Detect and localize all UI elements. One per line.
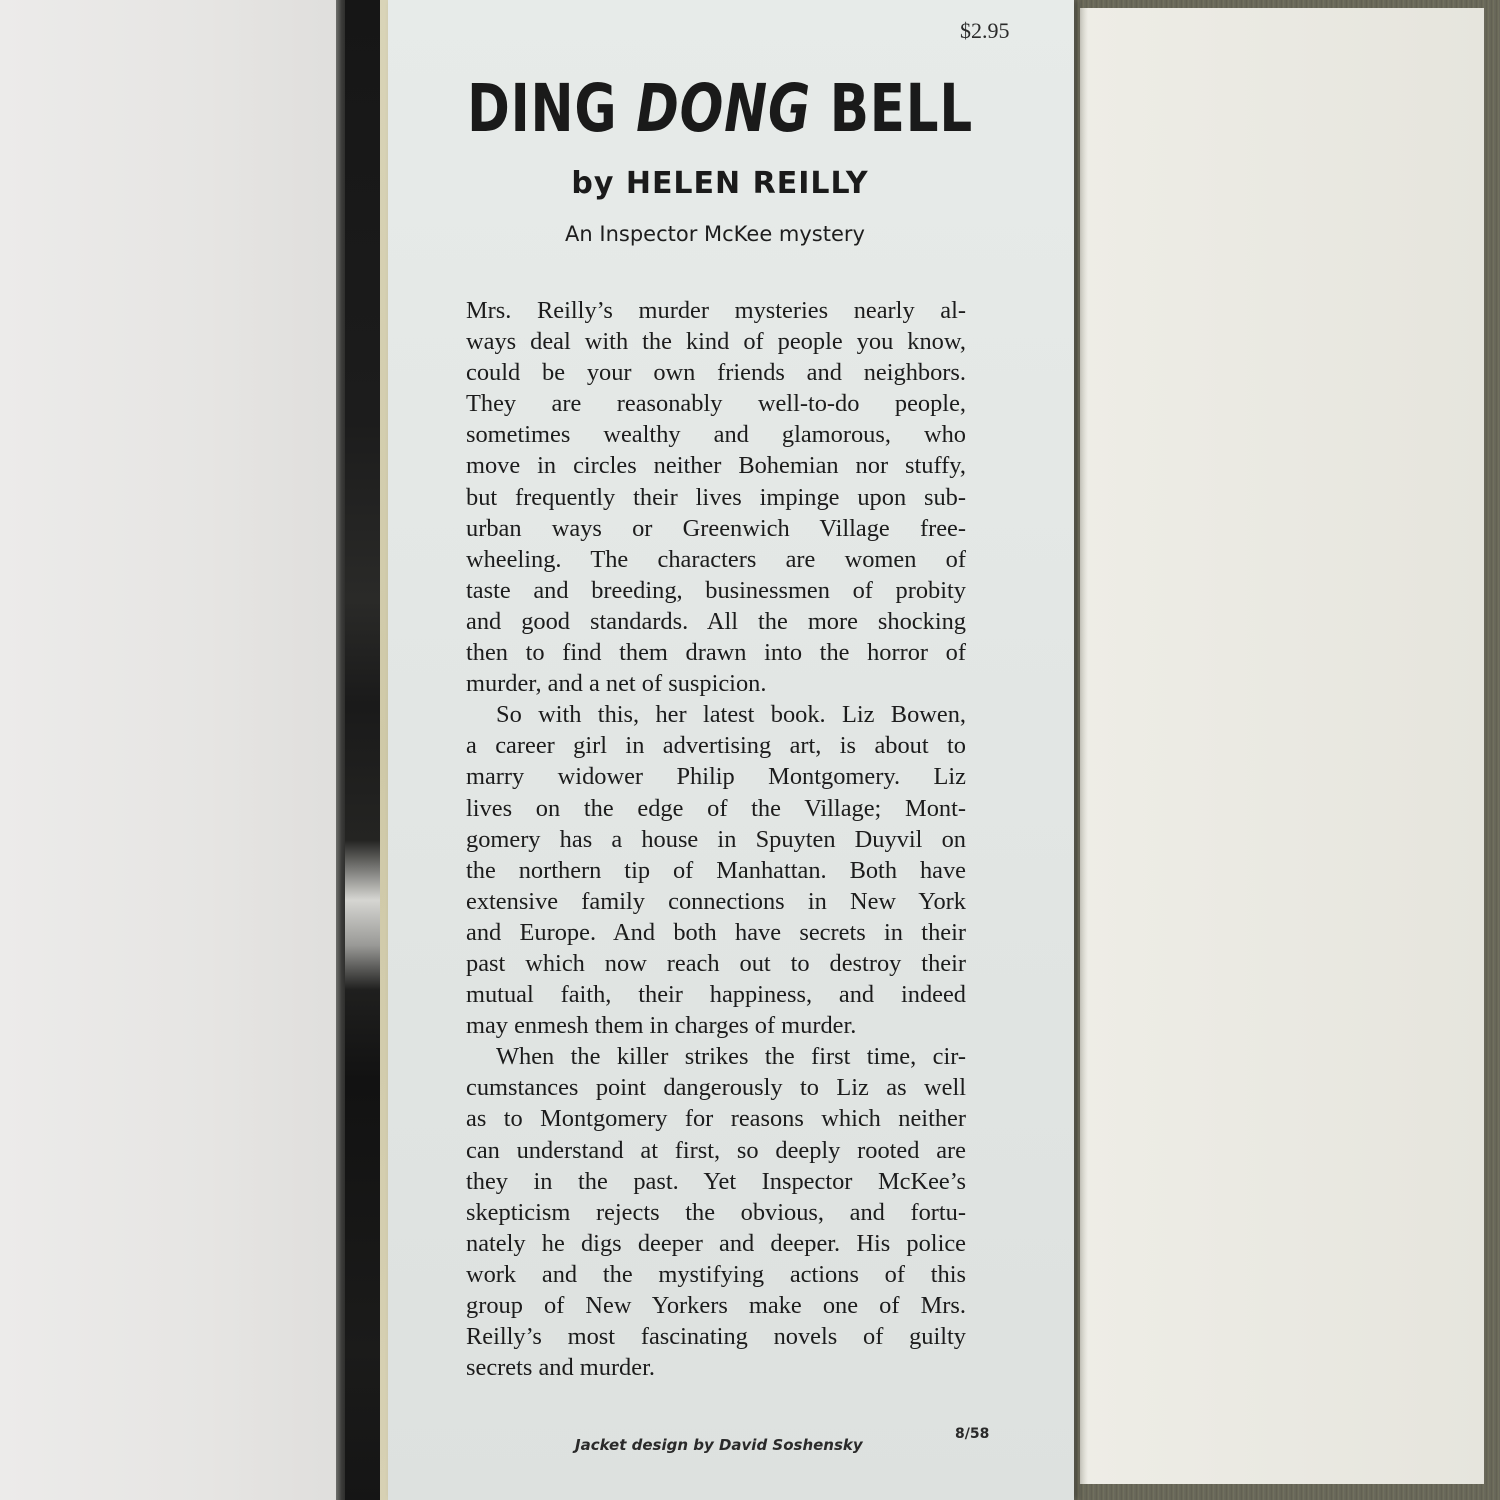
blurb-line: move in circles neither Bohemian nor stuffy,: [466, 452, 966, 480]
title-word-1: DING: [467, 70, 637, 147]
blurb-line: When the killer strikes the first time, cir-: [496, 1043, 966, 1071]
blurb-line: taste and breeding, businessmen of probity: [466, 576, 966, 604]
blurb-line: lives on the edge of the Village; Mont-: [466, 794, 966, 822]
blurb-line: past which now reach out to destroy their: [466, 949, 966, 977]
blurb-line: marry widower Philip Montgomery. Liz: [466, 763, 966, 791]
series-subtitle: An Inspector McKee mystery: [565, 222, 865, 246]
table-surface: [0, 0, 345, 1500]
blurb-line: can understand at first, so deeply rooted are: [466, 1136, 966, 1164]
blurb-line: and Europe. And both have secrets in their: [466, 918, 966, 946]
title-word-3: BELL: [811, 70, 973, 147]
blurb-line: gomery has a house in Spuyten Duyvil on: [466, 825, 966, 853]
blurb-line: group of New Yorkers make one of Mrs.: [466, 1292, 966, 1319]
blurb-line: but frequently their lives impinge upon sub-: [466, 483, 966, 511]
blurb-text: [466, 295, 966, 1383]
blurb-line: and good standards. All the more shocking: [466, 607, 966, 635]
blurb-line: They are reasonably well-to-do people,: [466, 390, 966, 418]
blurb-line: as to Montgomery for reasons which neither: [466, 1105, 966, 1133]
blurb-line: Mrs. Reilly’s murder mysteries nearly al-: [466, 297, 966, 324]
endpaper: [1080, 8, 1484, 1484]
blurb-line: skepticism rejects the obvious, and fortu-: [466, 1198, 966, 1226]
blurb-line: nately he digs deeper and deeper. His police: [466, 1229, 966, 1257]
book-title: [463, 70, 978, 147]
title-word-2: DONG: [636, 70, 812, 147]
blurb-line: cumstances point dangerously to Liz as well: [466, 1074, 966, 1102]
print-code: 8/58: [955, 1426, 990, 1442]
jacket-spine-edge: [345, 0, 381, 1500]
blurb-line: secrets and murder.: [466, 1354, 655, 1382]
blurb-line: So with this, her latest book. Liz Bowen,: [496, 701, 966, 729]
jacket-credit: Jacket design by David Soshensky: [575, 1436, 863, 1454]
blurb-line: wheeling. The characters are women of: [466, 545, 966, 573]
blurb-line: then to find them drawn into the horror of: [466, 639, 966, 667]
blurb-line: a career girl in advertising art, is about to: [466, 732, 966, 760]
blurb-line: work and the mystifying actions of this: [466, 1260, 966, 1288]
blurb-line: urban ways or Greenwich Village free-: [466, 514, 966, 542]
endpaper-crease: [1078, 8, 1088, 1484]
blurb-line: mutual faith, their happiness, and indeed: [466, 981, 966, 1009]
blurb-line: may enmesh them in charges of murder.: [466, 1012, 857, 1040]
blurb-line: ways deal with the kind of people you know,: [466, 328, 966, 356]
blurb-line: could be your own friends and neighbors.: [466, 359, 966, 387]
blurb-line: Reilly’s most fascinating novels of guilty: [466, 1323, 966, 1351]
blurb-line: they in the past. Yet Inspector McKee’s: [466, 1167, 966, 1195]
blurb-line: sometimes wealthy and glamorous, who: [466, 421, 966, 449]
blurb-line: murder, and a net of suspicion.: [466, 670, 767, 698]
blurb-line: the northern tip of Manhattan. Both have: [466, 856, 966, 884]
author-byline: by HELEN REILLY: [571, 166, 869, 201]
price-label: $2.95: [960, 18, 1010, 43]
blurb-line: extensive family connections in New York: [466, 887, 966, 915]
